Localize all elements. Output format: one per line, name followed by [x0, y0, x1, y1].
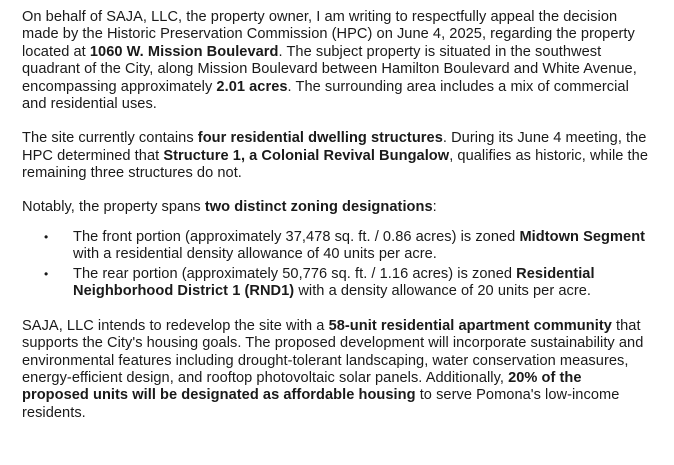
text: with a residential density allowance of 40 units per acre.: [73, 246, 437, 263]
text: The front portion (approximately 37,478 sq. ft. / 0.86 acres) is zoned: [73, 229, 520, 246]
text: . The subject property is situated in the southwest quadrant of the City, along Mission Boulevard between Hamilton Boulevard and White Avenue, encompassing approximately: [22, 43, 637, 95]
paragraph-zoning-intro: [22, 199, 652, 216]
zone-name: Residential Neighborhood District 1 (RND1): [73, 265, 595, 300]
text: to serve Pomona's low-income residents.: [22, 387, 620, 421]
site-acreage: 2.01 acres: [216, 78, 288, 95]
historic-structure: Structure 1, a Colonial Revival Bungalow: [163, 147, 450, 164]
property-address: 1060 W. Mission Boulevard: [89, 43, 279, 60]
text: On behalf of SAJA, LLC, the property owner, I am writing to respectfully appeal the decision made by the Historic Preservation Commission (HPC) on June 4, 2025, regarding the property located at: [22, 9, 635, 60]
text: with a density allowance of 20 units per acre.: [294, 283, 592, 300]
bullet: •: [44, 266, 49, 281]
text: SAJA, LLC intends to redevelop the site with a: [22, 317, 329, 334]
text: The site currently contains: [22, 130, 198, 147]
letter-body: [22, 9, 652, 422]
zoning-count: two distinct zoning designations: [204, 198, 433, 215]
paragraph-site-structures: [22, 130, 652, 182]
affordable-housing-share: 20% of the proposed units will be designated as affordable housing: [22, 369, 582, 404]
paragraph-redevelopment: [22, 318, 652, 422]
zoning-list: [22, 229, 652, 301]
structure-count: four residential dwelling structures: [197, 130, 443, 147]
list-item: [22, 266, 652, 301]
zone-name: Midtown Segment: [519, 229, 646, 246]
text: that supports the City's housing goals. The proposed development will incorporate sustainability and environmental features including drought-tolerant landscaping, water conservation measures, energy-efficient design, and rooftop photovoltaic solar panels. Additionally,: [22, 317, 644, 386]
project-description: 58-unit residential apartment community: [328, 317, 612, 334]
bullet: •: [44, 230, 49, 245]
text: . The surrounding area includes a mix of commercial and residential uses.: [22, 78, 629, 113]
list-item: [22, 229, 652, 264]
text: . During its June 4 meeting, the HPC determined that: [22, 130, 647, 164]
text: Notably, the property spans: [22, 198, 205, 215]
paragraph-appeal-intro: [22, 9, 652, 113]
text: , qualifies as historic, while the remaining three structures do not.: [22, 147, 648, 182]
text: The rear portion (approximately 50,776 sq. ft. / 1.16 acres) is zoned: [73, 265, 517, 282]
text: :: [432, 198, 437, 215]
